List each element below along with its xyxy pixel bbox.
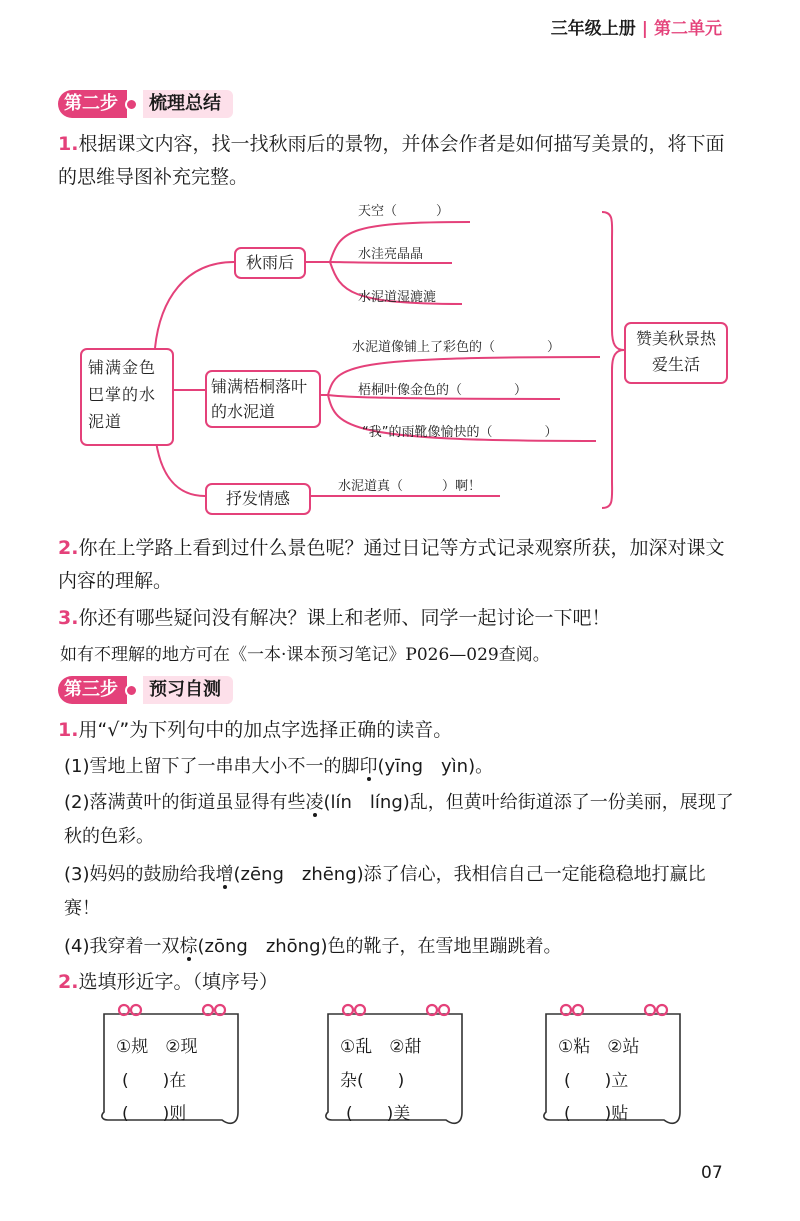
dotted-char: 印 [359, 756, 378, 777]
word-card-1 [98, 1002, 243, 1128]
item-text: (2)落满黄叶的街道虽显得有些 [64, 792, 306, 813]
leaf-wet-road: 水泥道湿漉漉 [358, 290, 437, 305]
word-card-2 [322, 1002, 467, 1128]
card-options: ①规 ②现 [116, 1037, 198, 1057]
step-label: 第二步 [58, 90, 127, 118]
question-text: 你在上学路上看到过什么景色呢？通过日记等方式记录观察所获，加深对课文内容的理解。 [58, 537, 725, 592]
dotted-char: 棕 [179, 936, 198, 957]
step-title: 梳理总结 [143, 90, 233, 118]
pinyin-item-1 [64, 750, 734, 784]
mind-map-summary: 赞美秋景热爱生活 [624, 322, 728, 384]
unit-label: 第二单元 [654, 19, 722, 39]
header-separator: | [641, 19, 648, 39]
question-number: 1. [58, 719, 79, 741]
leaf-colorful-road: 水泥道像铺上了彩色的（ ） [352, 340, 561, 355]
question-number: 3. [58, 607, 79, 629]
question-text: 选填形近字。（填序号） [78, 971, 278, 993]
question-number: 1. [58, 133, 79, 155]
page-number: 07 [701, 1163, 723, 1183]
question-3 [58, 602, 738, 635]
card-options: ①粘 ②站 [558, 1037, 640, 1057]
card-blank-1: 杂( ) [340, 1071, 405, 1091]
dotted-char: 增 [215, 864, 234, 885]
leaf-sky: 天空（ ） [358, 204, 450, 219]
branch-node-2: 铺满梧桐落叶的水泥道 [205, 370, 321, 428]
question-number: 2. [58, 971, 79, 993]
word-card-3 [540, 1002, 685, 1128]
item-text: (yīng yìn)。 [377, 756, 494, 777]
question-2 [58, 532, 738, 598]
pinyin-item-2 [64, 786, 734, 854]
step-label: 第三步 [58, 676, 127, 704]
item-text: (zēng zhēng)添了信心，我相信自己一定能稳稳地打赢比赛！ [64, 864, 706, 919]
question-text: 你还有哪些疑问没有解决？课上和老师、同学一起讨论一下吧！ [78, 607, 611, 629]
item-text: (4)我穿着一双 [64, 936, 180, 957]
item-text: (1)雪地上留下了一串串大小不一的脚 [64, 756, 360, 777]
question-text: 根据课文内容，找一找秋雨后的景物，并体会作者是如何描写美景的，将下面的思维导图补充完整。 [58, 133, 725, 188]
pinyin-item-3 [64, 858, 734, 926]
card-options: ①乱 ②甜 [340, 1037, 422, 1057]
dotted-char: 凌 [305, 792, 324, 813]
tag-dot-icon [125, 684, 138, 697]
question-4 [58, 714, 738, 747]
item-text: (zōng zhōng)色的靴子，在雪地里蹦跳着。 [197, 936, 562, 957]
leaf-golden-leaves: 梧桐叶像金色的（ ） [358, 383, 528, 398]
question-text: 用“√”为下列句中的加点字选择正确的读音。 [78, 719, 453, 741]
reference-note: 如有不理解的地方可在《一本·课本预习笔记》P026—029查阅。 [60, 645, 550, 665]
card-blank-1: ( )立 [564, 1071, 629, 1091]
leaf-feeling: 水泥道真（ ）啊！ [338, 479, 482, 494]
mind-map-root: 铺满金色巴掌的水泥道 [80, 348, 174, 446]
leaf-puddle: 水洼亮晶晶 [358, 247, 424, 262]
pinyin-item-4 [64, 930, 734, 964]
step-title: 预习自测 [143, 676, 233, 704]
card-blank-2: ( )贴 [564, 1104, 629, 1124]
branch-node-3: 抒发情感 [205, 483, 311, 515]
branch-node-1: 秋雨后 [234, 247, 306, 279]
question-5 [58, 966, 738, 999]
leaf-rain-boots: “我”的雨靴像愉快的（ ） [362, 425, 558, 440]
card-blank-2: ( )则 [122, 1104, 187, 1124]
section-tag-step3 [58, 676, 233, 704]
item-text: (lín líng)乱，但黄叶给街道添了一份美丽，展现了秋的色彩。 [64, 792, 734, 847]
item-text: (3)妈妈的鼓励给我 [64, 864, 216, 885]
question-number: 2. [58, 537, 79, 559]
card-blank-2: ( )美 [346, 1104, 411, 1124]
grade-label: 三年级上册 [550, 19, 636, 39]
card-blank-1: ( )在 [122, 1071, 187, 1091]
